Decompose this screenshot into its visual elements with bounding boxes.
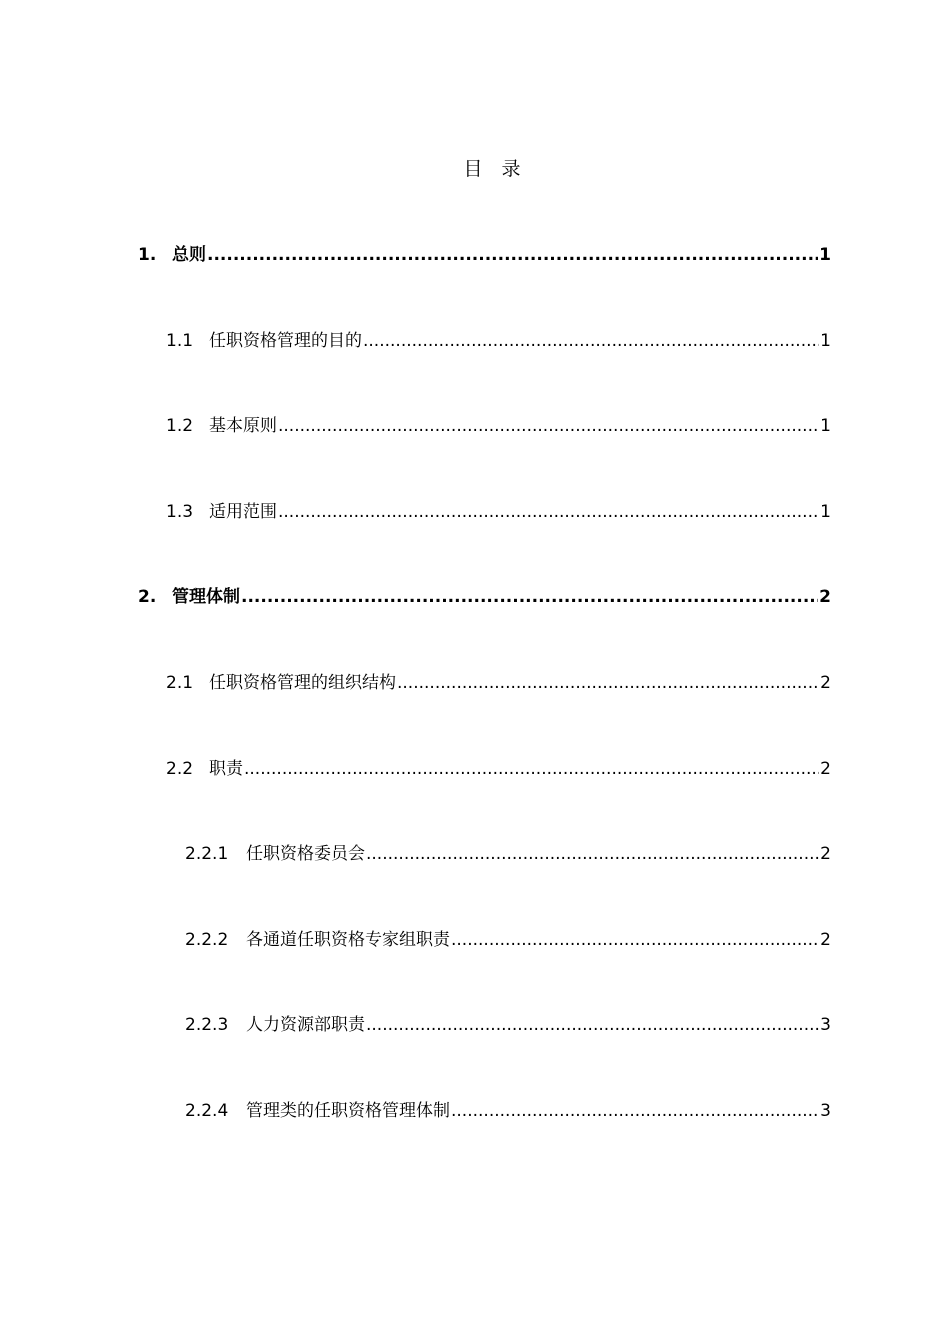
toc-title: 目 录	[463, 158, 521, 180]
toc-entry-text: 任职资格委员会	[246, 844, 365, 864]
toc-entry-text: 管理体制	[172, 587, 240, 607]
toc-leader-dots	[451, 1099, 819, 1123]
toc-entry[interactable]	[166, 329, 831, 353]
toc-entry-number: 2.2.1	[185, 844, 229, 864]
toc-entry-page: 1	[820, 416, 831, 436]
toc-entry-page: 1	[820, 502, 831, 522]
toc-leader-dots	[397, 671, 819, 695]
toc-leader-dots	[241, 585, 818, 609]
toc-entry[interactable]	[185, 1013, 831, 1037]
toc-entry-page: 3	[820, 1015, 831, 1035]
toc-entry-number: 1.3	[166, 502, 194, 522]
toc-entry-text: 任职资格管理的目的	[209, 331, 362, 351]
toc-entry[interactable]	[166, 500, 831, 524]
toc-leader-dots	[451, 928, 819, 952]
toc-leader-dots	[366, 842, 819, 866]
toc-leader-dots	[363, 329, 819, 353]
toc-leader-dots	[366, 1013, 819, 1037]
toc-entry[interactable]	[138, 585, 831, 609]
toc-entry-page: 2	[820, 930, 831, 950]
toc-leader-dots	[278, 414, 819, 438]
toc-entry[interactable]	[166, 414, 831, 438]
toc-entry-number: 2.	[138, 587, 157, 607]
toc-entry-text: 职责	[209, 759, 243, 779]
toc-entry[interactable]	[185, 842, 831, 866]
toc-entry-page: 2	[820, 759, 831, 779]
toc-entry-page: 3	[820, 1101, 831, 1121]
toc-entry-number: 2.2.4	[185, 1101, 229, 1121]
toc-entry-number: 2.1	[166, 673, 194, 693]
toc-leader-dots	[244, 757, 819, 781]
toc-entry-text: 基本原则	[209, 416, 277, 436]
toc-entry-page: 1	[819, 245, 831, 265]
toc-entry-text: 各通道任职资格专家组职责	[246, 930, 450, 950]
toc-entry-number: 1.	[138, 245, 157, 265]
toc-entry-number: 1.2	[166, 416, 194, 436]
toc-entry[interactable]	[166, 671, 831, 695]
toc-entry[interactable]	[185, 1099, 831, 1123]
toc-entry-page: 2	[820, 673, 831, 693]
toc-entry-text: 适用范围	[209, 502, 277, 522]
toc-entry-text: 总则	[172, 245, 206, 265]
toc-entry-text: 管理类的任职资格管理体制	[246, 1101, 450, 1121]
toc-entry-text: 人力资源部职责	[246, 1015, 365, 1035]
toc-entry[interactable]	[138, 243, 831, 267]
toc-entry-number: 2.2.2	[185, 930, 229, 950]
toc-entry-number: 2.2.3	[185, 1015, 229, 1035]
toc-entry-page: 2	[820, 844, 831, 864]
toc-entry[interactable]	[166, 757, 831, 781]
toc-entry-page: 2	[819, 587, 831, 607]
toc-entry-number: 1.1	[166, 331, 194, 351]
toc-entry-text: 任职资格管理的组织结构	[209, 673, 396, 693]
toc-leader-dots	[278, 500, 819, 524]
toc-entry-page: 1	[820, 331, 831, 351]
toc-leader-dots	[207, 243, 818, 267]
toc-entry-number: 2.2	[166, 759, 194, 779]
toc-entry[interactable]	[185, 928, 831, 952]
